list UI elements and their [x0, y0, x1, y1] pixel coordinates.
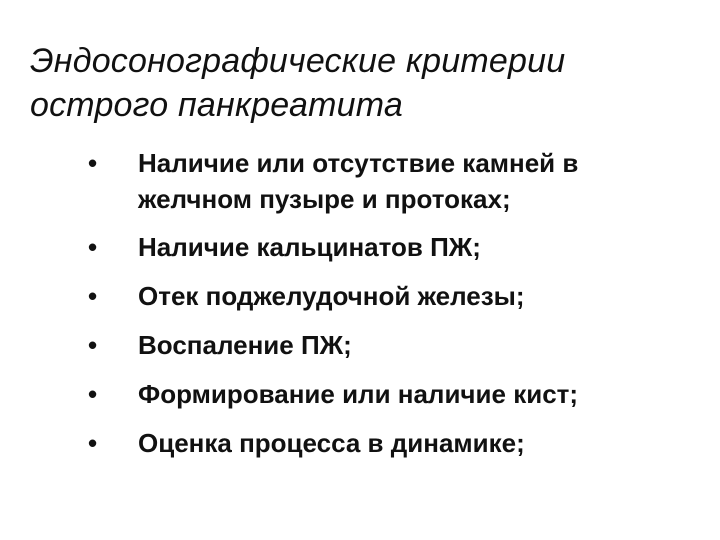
bullet-dot-icon: • [88, 330, 98, 360]
bullet-item-edema [0, 278, 720, 314]
bullet-dot-icon: • [88, 428, 98, 458]
bullet-text: Воспаление ПЖ; [138, 330, 352, 360]
bullet-text: Оценка процесса в динамике; [138, 428, 525, 458]
bullet-item-calcifications [0, 229, 720, 265]
bullet-item-cysts [0, 376, 720, 412]
bullet-text: Наличие кальцинатов ПЖ; [138, 232, 481, 262]
bullet-dot-icon: • [88, 281, 98, 311]
bullet-dot-icon: • [88, 148, 98, 178]
bullet-text: Формирование или наличие кист; [138, 379, 579, 409]
bullet-list [0, 145, 720, 474]
bullet-item-dynamics [0, 425, 720, 461]
bullet-item-inflammation [0, 327, 720, 363]
bullet-item-gallstones [0, 145, 720, 217]
slide-title-line-1: Эндосонографические критерии [30, 41, 566, 80]
slide-title-line-2: острого панкреатита [30, 85, 404, 124]
bullet-dot-icon: • [88, 379, 98, 409]
slide-title [30, 39, 710, 127]
bullet-text: Наличие или отсутствие камней в желчном пузыре и протоках; [138, 148, 579, 214]
bullet-text: Отек поджелудочной железы; [138, 281, 525, 311]
bullet-dot-icon: • [88, 232, 98, 262]
